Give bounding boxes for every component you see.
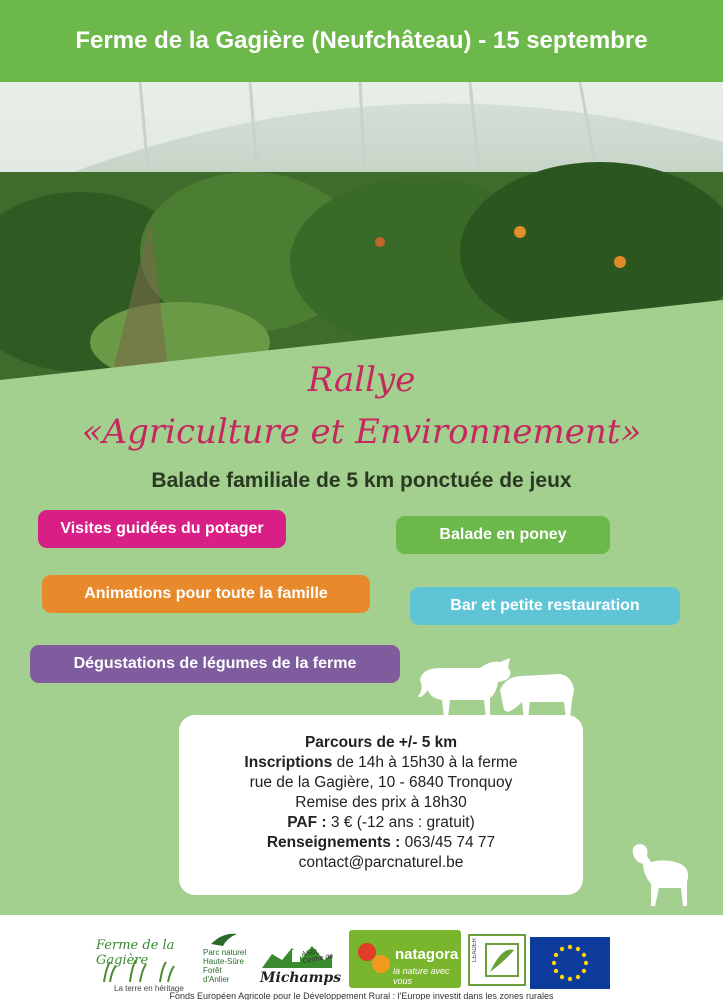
header-title: Ferme de la Gagière (Neufchâteau) - 15 septembre — [75, 27, 648, 54]
michamps-logo: ASBL Centre de Michamps — [258, 940, 340, 990]
email-link[interactable]: contact@parcnaturel.be — [298, 854, 464, 871]
address-info: rue de la Gagière, 10 - 6840 Tronquoy — [249, 774, 513, 791]
route-info: Parcours de +/- 5 km — [304, 734, 458, 751]
event-subtitle: Balade familiale de 5 km ponctuée de jeux — [151, 469, 572, 492]
header-banner — [0, 0, 723, 82]
activity-pony-ride: Balade en poney — [396, 516, 610, 554]
footer-note: Fonds Européen Agricole pour le Développement Rural : l'Europe investit dans les zones rurales — [169, 991, 554, 1000]
hands-icon — [355, 938, 393, 978]
prizes-info: Remise des prix à 18h30 — [295, 794, 467, 811]
cows-illustration — [410, 650, 580, 720]
parc-naturel-logo: Parc naturel Haute-Sûre Forêt d'Anlier — [203, 930, 247, 990]
eu-stars-icon — [530, 937, 610, 989]
lamb-illustration — [625, 840, 695, 910]
activity-vegetable-tasting: Dégustations de légumes de la ferme — [30, 645, 400, 683]
event-title: Rallye — [307, 360, 416, 400]
info-box — [179, 715, 583, 895]
natagora-logo: natagora la nature avec vous — [349, 930, 461, 988]
activity-guided-tours: Visites guidées du potager — [38, 510, 286, 548]
paf-info: PAF : 3 € (-12 ans : gratuit) — [287, 814, 475, 831]
leader-logo: LEADER — [468, 934, 526, 986]
event-title-subline: «Agriculture et Environnement» — [81, 412, 642, 452]
activity-bar-catering: Bar et petite restauration — [410, 587, 680, 625]
plants-icon — [100, 958, 180, 982]
contact-info: Renseignements : 063/45 74 77 — [266, 834, 496, 851]
activity-family-animations: Animations pour toute la famille — [42, 575, 370, 613]
leader-icon — [484, 942, 520, 978]
eu-flag — [530, 937, 610, 989]
bird-icon — [209, 930, 239, 948]
gagiere-logo: Ferme de la Gagière La terre en héritage — [96, 938, 184, 993]
registration-info: Inscriptions de 14h à 15h30 à la ferme — [244, 754, 518, 771]
